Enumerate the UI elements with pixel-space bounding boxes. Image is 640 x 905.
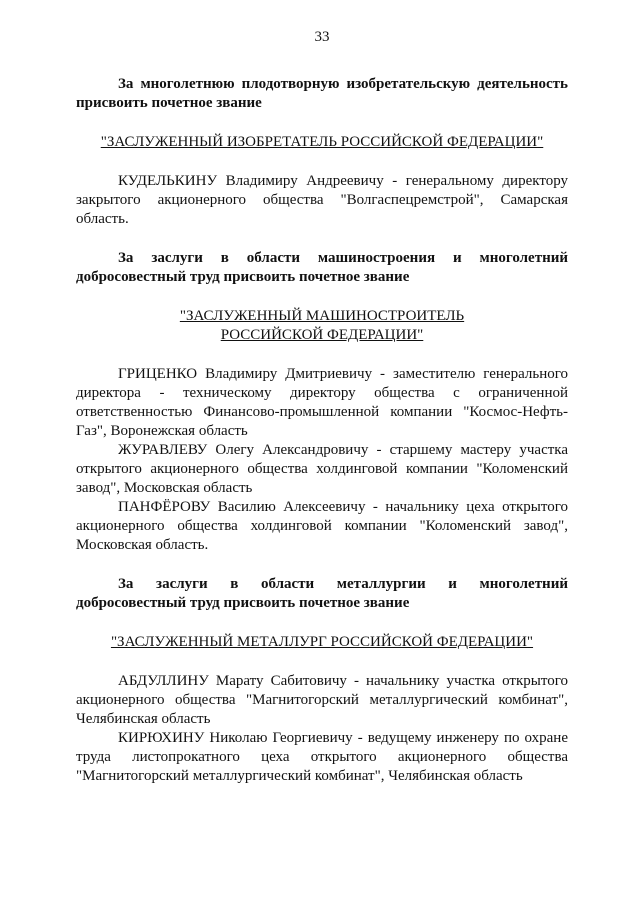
awardee-entry: АБДУЛЛИНУ Марату Сабитовичу - начальнику участка открытого акционерного общества "Магнитогорский металлургический комбинат", Челябинская область: [76, 673, 568, 727]
award-section-machine-builder: [76, 249, 568, 555]
section-intro: За многолетнюю плодотворную изобретательскую деятельность присвоить почетное звание: [76, 76, 568, 111]
awardee-entry: КИРЮХИНУ Николаю Георгиевичу - ведущему инженеру по охране труда листопрокатного цеха открытого акционерного общества "Магнитогорский металлургический комбинат", Челябинская область: [76, 730, 568, 784]
award-title-line: РОССИЙСКОЙ ФЕДЕРАЦИИ": [220, 327, 424, 343]
awardee-entry: КУДЕЛЬКИНУ Владимиру Андреевичу - генеральному директору закрытого акционерного общества "Волгаспецремстрой", Самарская область.: [76, 173, 568, 227]
award-title-line: "ЗАСЛУЖЕННЫЙ МАШИНОСТРОИТЕЛЬ: [179, 308, 465, 324]
awardee-entry: ПАНФЁРОВУ Василию Алексеевичу - начальнику цеха открытого акционерного общества холдинговой компании "Коломенский завод", Московская область.: [76, 499, 568, 553]
section-intro: За заслуги в области металлургии и многолетний добросовестный труд присвоить почетное звание: [76, 576, 568, 611]
section-intro: За заслуги в области машиностроения и многолетний добросовестный труд присвоить почетное звание: [76, 250, 568, 285]
award-title-line: "ЗАСЛУЖЕННЫЙ МЕТАЛЛУРГ РОССИЙСКОЙ ФЕДЕРАЦИИ": [110, 634, 534, 650]
award-section-inventor: [76, 75, 568, 229]
award-title: [76, 633, 568, 652]
award-title: [76, 133, 568, 152]
award-title: [76, 307, 568, 345]
page-number: 33: [314, 29, 330, 45]
award-section-metallurgist: [76, 575, 568, 786]
awardee-entry: ЖУРАВЛЕВУ Олегу Александровичу - старшему мастеру участка открытого акционерного общества холдинговой компании "Коломенский завод", Московская область: [76, 442, 568, 496]
award-title-line: "ЗАСЛУЖЕННЫЙ ИЗОБРЕТАТЕЛЬ РОССИЙСКОЙ ФЕДЕРАЦИИ": [100, 134, 544, 150]
awardee-entry: ГРИЦЕНКО Владимиру Дмитриевичу - заместителю генерального директора - техническому директору общества с ограниченной ответственностью Финансово-промышленной компании "Космос-Нефть-Газ", Воронежская область: [76, 366, 568, 439]
